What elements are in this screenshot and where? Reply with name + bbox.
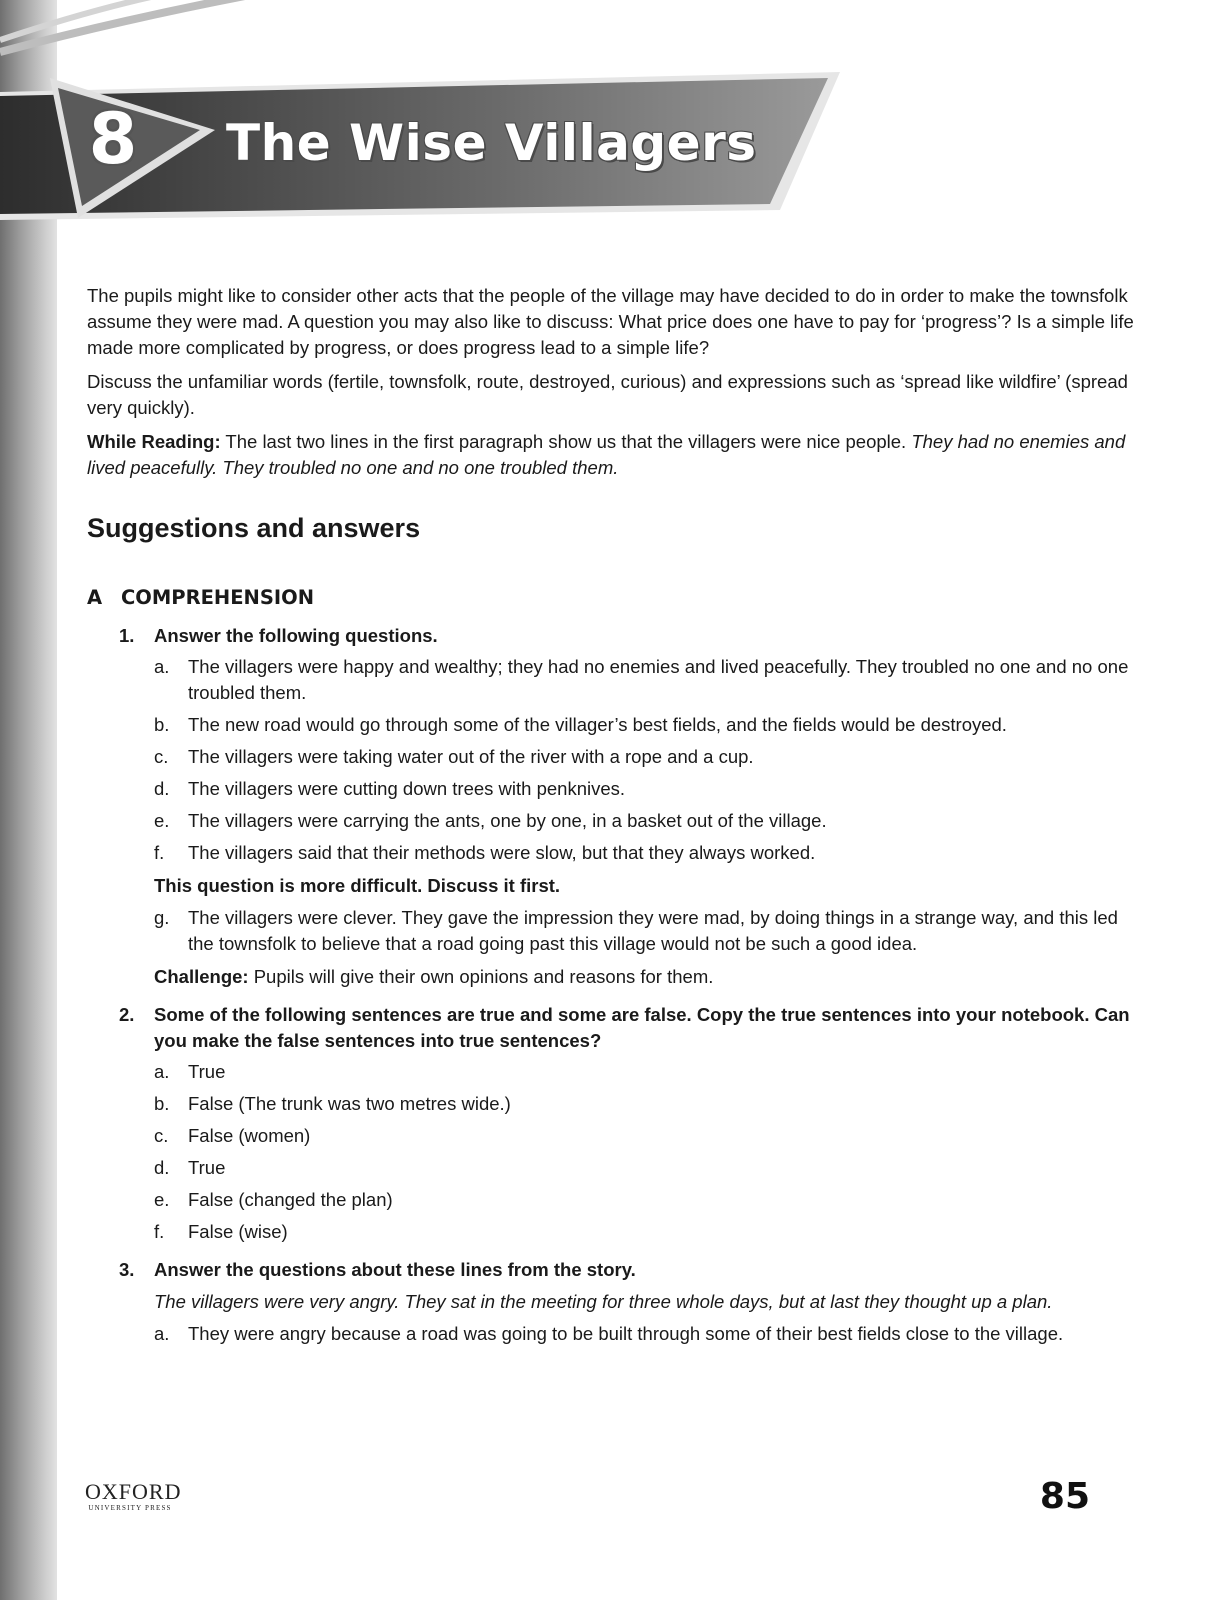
answer-letter: f. bbox=[154, 1221, 165, 1242]
question-2-answers bbox=[87, 1059, 1137, 1245]
answer-item bbox=[87, 1155, 1137, 1181]
answer-letter: a. bbox=[154, 1061, 170, 1082]
answer-item bbox=[87, 905, 1137, 957]
section-letter: A bbox=[87, 586, 103, 609]
publisher-logo bbox=[85, 1479, 182, 1513]
publisher-name: OXFORD bbox=[85, 1479, 182, 1504]
answer-letter: e. bbox=[154, 1189, 170, 1210]
decorative-arcs bbox=[0, 0, 260, 60]
answer-text: True bbox=[188, 1157, 226, 1178]
section-a-heading bbox=[87, 585, 1137, 611]
section-title: COMPREHENSION bbox=[121, 586, 315, 609]
answer-text: False (wise) bbox=[188, 1221, 288, 1242]
answer-letter: e. bbox=[154, 810, 170, 831]
question-text: Some of the following sentences are true and some are false. Copy the true sentences into your notebook. Can you make the false sentences into true sentences? bbox=[154, 1004, 1130, 1051]
answer-item bbox=[87, 712, 1137, 738]
suggestions-heading: Suggestions and answers bbox=[87, 513, 421, 543]
question-1-answers bbox=[87, 654, 1137, 866]
answer-letter: a. bbox=[154, 1323, 170, 1344]
question-1 bbox=[87, 623, 1137, 649]
answer-text: The villagers were cutting down trees with penknives. bbox=[188, 778, 626, 799]
story-quote: The villagers were very angry. They sat in the meeting for three whole days, but at last they thought up a plan. bbox=[154, 1291, 1053, 1312]
chapter-number: 8 bbox=[88, 98, 138, 180]
answer-item bbox=[87, 1321, 1137, 1347]
intro-paragraph-3 bbox=[87, 429, 1137, 481]
answer-letter: g. bbox=[154, 907, 170, 928]
page-content bbox=[87, 283, 1137, 1353]
question-text: Answer the following questions. bbox=[154, 625, 438, 646]
answer-letter: c. bbox=[154, 1125, 169, 1146]
difficult-note: This question is more difficult. Discuss it first. bbox=[154, 875, 561, 896]
answer-letter: c. bbox=[154, 746, 169, 767]
question-3 bbox=[87, 1257, 1137, 1283]
answer-text: The villagers were clever. They gave the impression they were mad, by doing things in a strange way, and this led the townsfolk to believe that a road going past this village would not be such a good idea. bbox=[188, 907, 1118, 954]
question-number: 3. bbox=[119, 1259, 135, 1280]
answer-text: They were angry because a road was going to be built through some of their best fields close to the village. bbox=[188, 1323, 1064, 1344]
answer-item bbox=[87, 808, 1137, 834]
while-reading-italic: They had no enemies and lived peacefully. They troubled no one and no one troubled them. bbox=[87, 431, 1126, 478]
answer-item bbox=[87, 776, 1137, 802]
challenge-note bbox=[87, 964, 1137, 990]
answer-text: The villagers said that their methods were slow, but that they always worked. bbox=[188, 842, 816, 863]
answer-item bbox=[87, 1091, 1137, 1117]
intro-paragraph-2: Discuss the unfamiliar words (fertile, townsfolk, route, destroyed, curious) and expressions such as ‘spread like wildfire’ (spread very quickly). bbox=[87, 371, 1128, 418]
answer-text: The new road would go through some of the villager’s best fields, and the fields would be destroyed. bbox=[188, 714, 1007, 735]
answer-text: The villagers were taking water out of the river with a rope and a cup. bbox=[188, 746, 754, 767]
while-reading-label: While Reading: bbox=[87, 431, 221, 452]
answer-letter: f. bbox=[154, 842, 165, 863]
answer-item bbox=[87, 1123, 1137, 1149]
while-reading-text: The last two lines in the first paragraph show us that the villagers were nice people. bbox=[220, 431, 912, 452]
challenge-label: Challenge: bbox=[154, 966, 249, 987]
question-text: Answer the questions about these lines from the story. bbox=[154, 1259, 636, 1280]
intro-paragraph-1: The pupils might like to consider other acts that the people of the village may have decided to do in order to make the townsfolk assume they were mad. A question you may also like to discuss: What price does one have to pay for ‘progress’? Is a simple life made more complicated by progress, or does progress lead to a simple life? bbox=[87, 285, 1134, 358]
challenge-text: Pupils will give their own opinions and reasons for them. bbox=[248, 966, 714, 987]
answer-letter: b. bbox=[154, 714, 170, 735]
answer-item bbox=[87, 1187, 1137, 1213]
answer-item bbox=[87, 1219, 1137, 1245]
answer-text: The villagers were happy and wealthy; they had no enemies and lived peacefully. They troubled no one and no one troubled them. bbox=[188, 656, 1129, 703]
answer-text: False (The trunk was two metres wide.) bbox=[188, 1093, 511, 1114]
answer-text: The villagers were carrying the ants, one by one, in a basket out of the village. bbox=[188, 810, 827, 831]
publisher-subtitle: UNIVERSITY PRESS bbox=[88, 1504, 172, 1512]
question-2 bbox=[87, 1002, 1137, 1054]
intro-section bbox=[87, 283, 1137, 481]
answer-letter: a. bbox=[154, 656, 170, 677]
left-margin-bar bbox=[0, 0, 57, 1600]
answer-item bbox=[87, 744, 1137, 770]
chapter-title: The Wise Villagers bbox=[226, 114, 757, 172]
question-number: 1. bbox=[119, 625, 135, 646]
answer-item bbox=[87, 840, 1137, 866]
page-number: 85 bbox=[1039, 1476, 1090, 1517]
answer-letter: d. bbox=[154, 1157, 170, 1178]
answer-text: True bbox=[188, 1061, 226, 1082]
question-number: 2. bbox=[119, 1004, 135, 1025]
answer-letter: d. bbox=[154, 778, 170, 799]
answer-text: False (women) bbox=[188, 1125, 311, 1146]
answer-letter: b. bbox=[154, 1093, 170, 1114]
answer-item bbox=[87, 654, 1137, 706]
answer-item bbox=[87, 1059, 1137, 1085]
answer-text: False (changed the plan) bbox=[188, 1189, 393, 1210]
